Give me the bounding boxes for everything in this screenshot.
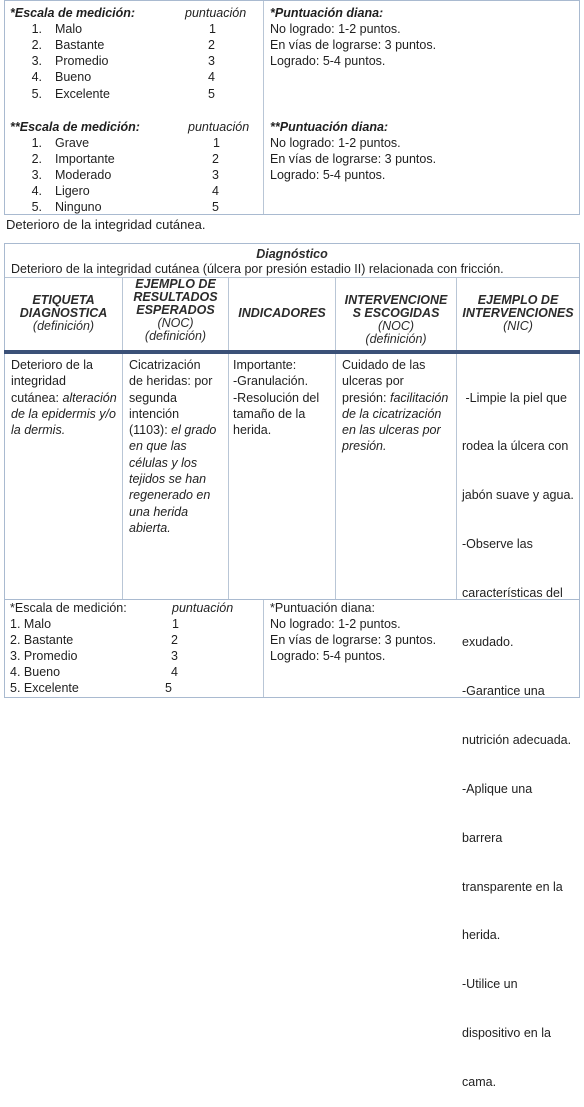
target-line: No logrado: 1-2 puntos. <box>270 617 401 631</box>
header-chosen-interventions: INTERVENCIONE S ESCOGIDAS (NOC) (definición) <box>344 293 448 346</box>
diagnosis-title: Diagnóstico <box>256 247 328 261</box>
target-line: Logrado: 5-4 puntos. <box>270 54 386 68</box>
scale-title: *Escala de medición: <box>10 601 127 615</box>
header-rule <box>4 350 580 354</box>
score-title: puntuación <box>185 6 247 20</box>
target-line: En vías de lograrse: 3 puntos. <box>270 152 437 166</box>
column-divider <box>228 278 229 600</box>
header-expected-results: EJEMPLO DE RESULTADOS ESPERADOS (NOC) (definición) <box>133 277 218 343</box>
target-score-title: *Puntuación diana: <box>270 6 384 20</box>
target-line: No logrado: 1-2 puntos. <box>270 22 401 36</box>
target-score-title: *Puntuación diana: <box>270 601 375 615</box>
cell-indicators: Importante: -Granulación. -Resolución del tamaño de la herida. <box>233 358 320 438</box>
cell-expected-results: Cicatrización de heridas: por segunda intención (1103): el grado en que las células y los tejidos se han regenerado en una herida abierta. <box>129 358 217 535</box>
header-indicators: INDICADORES <box>238 306 326 320</box>
target-line: En vías de lograrse: 3 puntos. <box>270 633 437 647</box>
cell-chosen-interventions: Cuidado de las ulceras por presión: facilitación de la cicatrización en las ulceras por presión. <box>342 358 449 454</box>
target-line: Logrado: 5-4 puntos. <box>270 168 386 182</box>
scale-title: *Escala de medición: <box>10 6 136 20</box>
cell-example-interventions: -Limpie la piel que rodea la úlcera con jabón suave y agua. -Observe las características del exudado. -Garantice una nutrición adecuada. -Aplique una barrera transparente en la herida. -Utilice un dispositivo en la cama. <box>462 390 574 1090</box>
score-title: puntuación <box>188 120 250 134</box>
target-line: Logrado: 5-4 puntos. <box>270 649 386 663</box>
table-caption: Deterioro de la integridad cutánea. <box>6 217 206 232</box>
scale-title: **Escala de medición: <box>10 120 140 134</box>
target-score-title: **Puntuación diana: <box>270 120 389 134</box>
top-table-divider <box>263 1 264 214</box>
cell-diagnostic-label: Deterioro de la integridad cutánea: alteración de la epidermis y/o la dermis. <box>11 358 117 438</box>
header-diagnostic-label: ETIQUETA DIAGNOSTICA (definición) <box>19 293 108 333</box>
target-line: No logrado: 1-2 puntos. <box>270 136 401 150</box>
header-example-interventions: EJEMPLO DE INTERVENCIONES (NIC) <box>462 293 574 333</box>
score-title: puntuación <box>172 601 234 615</box>
diagnosis-text: Deterioro de la integridad cutánea (úlcera por presión estadio II) relacionada con fricción. <box>11 262 504 276</box>
target-line: En vías de lograrse: 3 puntos. <box>270 38 437 52</box>
header-top-rule <box>5 277 579 278</box>
bottom-table-divider <box>263 600 264 697</box>
